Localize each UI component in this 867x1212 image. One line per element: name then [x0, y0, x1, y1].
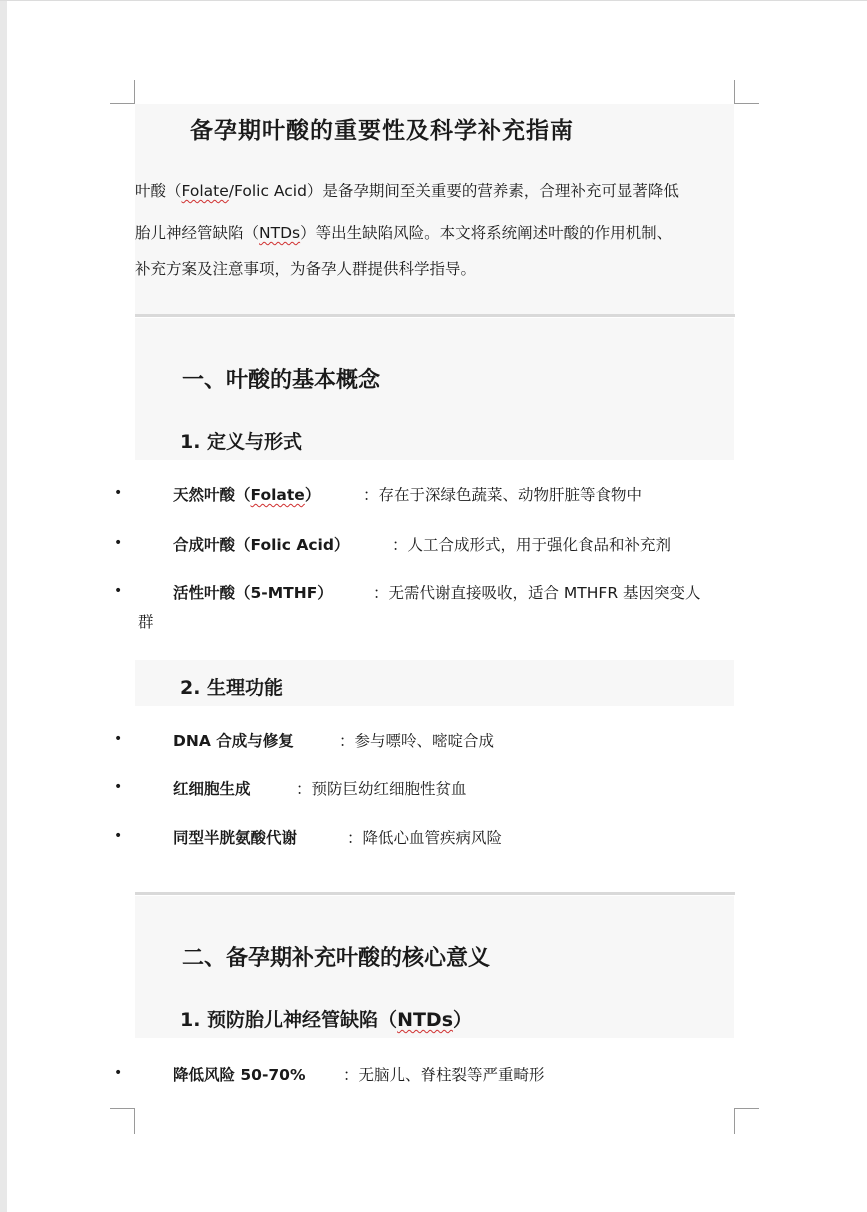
list-item-desc: ：参与嘌呤、嘧啶合成: [339, 732, 495, 750]
bullet-icon: •: [114, 535, 123, 551]
section1-sub2-heading: 2. 生理功能: [180, 677, 284, 699]
page-left-edge: [0, 0, 7, 1212]
crop-mark-top-right-v: [734, 80, 735, 104]
list-item-desc: ：预防巨幼红细胞性贫血: [296, 780, 467, 798]
section1-heading: 一、叶酸的基本概念: [182, 368, 381, 393]
bullet-icon: •: [114, 731, 123, 747]
list-item-term: DNA 合成与修复: [173, 732, 294, 750]
list-item-desc: ：降低心血管疾病风险: [347, 829, 503, 847]
spellcheck-word-ntds: NTDs: [259, 224, 301, 242]
crop-mark-bottom-right-h: [734, 1108, 759, 1109]
page-top-edge: [0, 0, 867, 1]
intro-line-2: [135, 223, 672, 243]
bullet-icon: •: [114, 1065, 123, 1081]
section-divider-2: [135, 892, 735, 895]
list-item-term: 天然叶酸（Folate）: [173, 486, 321, 504]
intro-text: /Folic Acid）是备孕期间至关重要的营养素，合理补充可显著降低: [228, 182, 679, 200]
list-item: [0, 1062, 867, 1086]
list-item-term: 活性叶酸（5-MTHF）: [173, 584, 333, 602]
section1-sub1-heading: 1. 定义与形式: [180, 431, 303, 453]
crop-mark-top-right-h: [734, 103, 759, 104]
spellcheck-word-ntds: NTDs: [397, 1009, 454, 1031]
list-item-desc-continuation: 群: [138, 613, 154, 631]
list-item: [0, 532, 867, 556]
bullet-icon: •: [114, 583, 123, 599]
spellcheck-word-folate: Folate: [250, 486, 305, 504]
intro-text: 叶酸（: [135, 182, 182, 200]
crop-mark-top-left-h: [110, 103, 135, 104]
list-item-term: 红细胞生成: [173, 780, 251, 798]
bullet-icon: •: [114, 485, 123, 501]
crop-mark-bottom-right-v: [734, 1108, 735, 1134]
bullet-icon: •: [114, 779, 123, 795]
list-item-term: 降低风险 50-70%: [173, 1066, 306, 1084]
list-item-term: 同型半胱氨酸代谢: [173, 829, 298, 847]
list-item: [0, 776, 867, 800]
spellcheck-word-folate: Folate: [181, 182, 229, 200]
intro-text: 胎儿神经管缺陷（: [135, 224, 260, 242]
list-item: [0, 728, 867, 752]
list-item-desc: ：无脑儿、脊柱裂等严重畸形: [343, 1066, 545, 1084]
section2-sub1-heading: 1. 预防胎儿神经管缺陷（NTDs）: [180, 1009, 473, 1031]
section-divider-1: [135, 314, 735, 317]
section2-heading: 二、备孕期补充叶酸的核心意义: [182, 946, 491, 971]
intro-line-1: [135, 181, 679, 201]
list-item-desc: ：无需代谢直接吸收，适合 MTHFR 基因突变人: [373, 584, 701, 602]
list-item: [0, 825, 867, 849]
list-item: [0, 482, 867, 506]
intro-line-3: 补充方案及注意事项，为备孕人群提供科学指导。: [135, 260, 477, 278]
bullet-icon: •: [114, 828, 123, 844]
crop-mark-bottom-left-h: [110, 1108, 135, 1109]
list-item: [0, 580, 867, 604]
intro-text: ）等出生缺陷风险。本文将系统阐述叶酸的作用机制、: [300, 224, 673, 242]
list-item-desc: ：存在于深绿色蔬菜、动物肝脏等食物中: [363, 486, 643, 504]
list-item-term: 合成叶酸（Folic Acid）: [173, 536, 350, 554]
crop-mark-bottom-left-v: [134, 1108, 135, 1134]
list-item-desc: ：人工合成形式，用于强化食品和补充剂: [392, 536, 672, 554]
document-title: 备孕期叶酸的重要性及科学补充指南: [190, 118, 574, 144]
crop-mark-top-left-v: [134, 80, 135, 104]
